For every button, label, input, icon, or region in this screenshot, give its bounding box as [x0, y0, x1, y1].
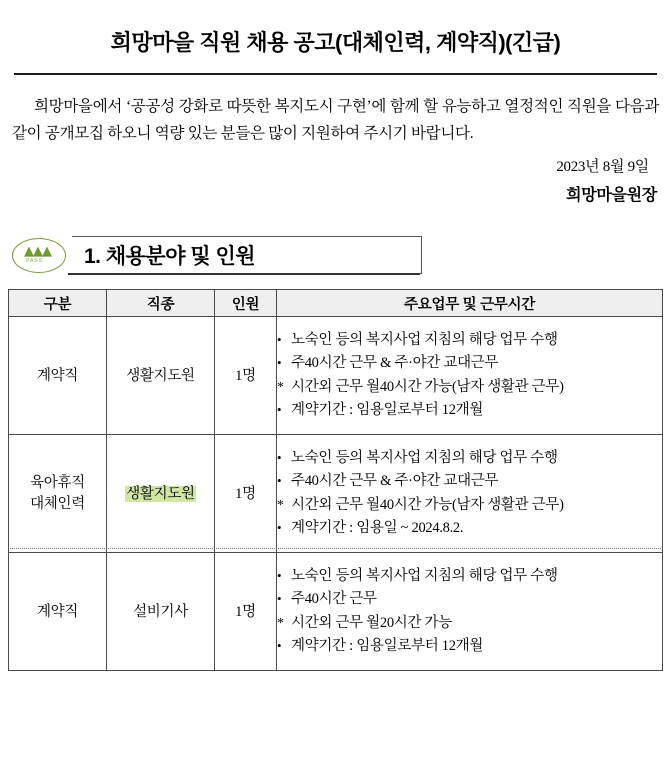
page-title: 희망마을 직원 채용 공고(대체인력, 계약직)(긴급): [110, 30, 561, 55]
duty-text: 계약기간 : 임용일로부터 12개월: [291, 638, 484, 655]
duty-item: [277, 329, 662, 352]
duty-text: 시간외 근무 월40시간 가능(남자 생활관 근무): [291, 496, 564, 513]
intro-paragraph: [8, 93, 663, 147]
cell-job-highlighted: 생활지도원: [126, 485, 195, 502]
document-date: 2023년 8월 9일: [556, 159, 649, 176]
cell-gubun-line1: 육아휴직: [30, 475, 85, 492]
intro-text: 희망마을에서 ‘공공성 강화로 따뜻한 복지도시 구현’에 함께 할 유능하고 열정적인 직원을 다음과 같이 공개모집 하오니 역량 있는 분들은 많이 지원하여 주시기 바랍니다.: [12, 98, 659, 143]
duty-text: 노숙인 등의 복지사업 지침의 해당 업무 수행: [291, 449, 558, 466]
logo-caption: PASS: [26, 258, 43, 265]
document-signer: 희망마을원장: [566, 187, 657, 205]
table-row: [9, 435, 663, 553]
cell-duties: [277, 435, 663, 553]
cell-gubun-line2: 대체인력: [30, 495, 85, 512]
duty-marker: •: [277, 638, 282, 654]
duty-marker: •: [277, 355, 282, 371]
table-row: [9, 553, 663, 671]
duty-list: [277, 565, 662, 659]
duty-marker: •: [277, 567, 282, 583]
duty-text: 노숙인 등의 복지사업 지침의 해당 업무 수행: [291, 331, 558, 348]
duty-item: [277, 517, 662, 540]
column-header-gubun: 구분: [9, 290, 107, 317]
duty-item: [277, 612, 662, 636]
duty-item: [277, 588, 662, 611]
cell-duties: [277, 553, 663, 671]
duty-marker: •: [277, 331, 282, 347]
cell-count: 1명: [215, 553, 277, 671]
duty-marker: *: [277, 615, 284, 631]
cell-gubun: 계약직: [9, 553, 107, 671]
cell-gubun: [9, 435, 107, 553]
duty-item: [277, 399, 662, 422]
column-header-duties: 주요업무 및 근무시간: [277, 290, 663, 317]
duty-item: [277, 447, 662, 470]
column-header-job: 직종: [107, 290, 215, 317]
section-title: 1. 채용분야 및 인원: [84, 245, 256, 269]
duty-text: 계약기간 : 임용일 ~ 2024.8.2.: [291, 520, 464, 537]
title-divider: [14, 73, 657, 75]
cell-duties: [277, 317, 663, 435]
cell-job: 설비기사: [107, 553, 215, 671]
duty-list-wrapper: [277, 447, 662, 541]
table-row: [9, 317, 663, 435]
table-header-row: [9, 290, 663, 317]
duty-marker: •: [277, 591, 282, 607]
cell-count: 1명: [215, 435, 277, 553]
duty-marker: •: [277, 473, 282, 489]
document-page: [0, 26, 671, 760]
cell-job: [107, 435, 215, 553]
duty-list: [277, 447, 662, 541]
duty-item: [277, 635, 662, 658]
duty-marker: *: [277, 379, 284, 395]
duty-marker: *: [277, 497, 284, 513]
duty-text: 노숙인 등의 복지사업 지침의 해당 업무 수행: [291, 567, 558, 584]
logo-mountain-icon: ▲▲▲: [24, 244, 51, 260]
cell-gubun: 계약직: [9, 317, 107, 435]
duty-text: 주40시간 근무 & 주·야간 교대근무: [291, 355, 499, 372]
duty-item: [277, 352, 662, 375]
duty-marker: •: [277, 449, 282, 465]
duty-marker: •: [277, 402, 282, 418]
duty-item: [277, 494, 662, 518]
column-header-count: 인원: [215, 290, 277, 317]
duty-item: [277, 565, 662, 588]
duty-list: [277, 329, 662, 423]
duty-item: [277, 470, 662, 493]
duty-text: 시간외 근무 월40시간 가능(남자 생활관 근무): [291, 378, 564, 395]
cell-count: 1명: [215, 317, 277, 435]
recruitment-table: [8, 289, 663, 671]
section-underline: [68, 273, 420, 275]
duty-text: 주40시간 근무: [291, 591, 377, 608]
duty-text: 계약기간 : 임용일로부터 12개월: [291, 402, 484, 419]
duty-item: [277, 376, 662, 400]
cell-job: 생활지도원: [107, 317, 215, 435]
duty-marker: •: [277, 520, 282, 536]
duty-text: 시간외 근무 월20시간 가능: [291, 614, 452, 631]
section-header: [8, 235, 663, 275]
organization-logo-icon: [12, 236, 66, 274]
section-title-box: [72, 236, 422, 274]
duty-text: 주40시간 근무 & 주·야간 교대근무: [291, 473, 499, 490]
